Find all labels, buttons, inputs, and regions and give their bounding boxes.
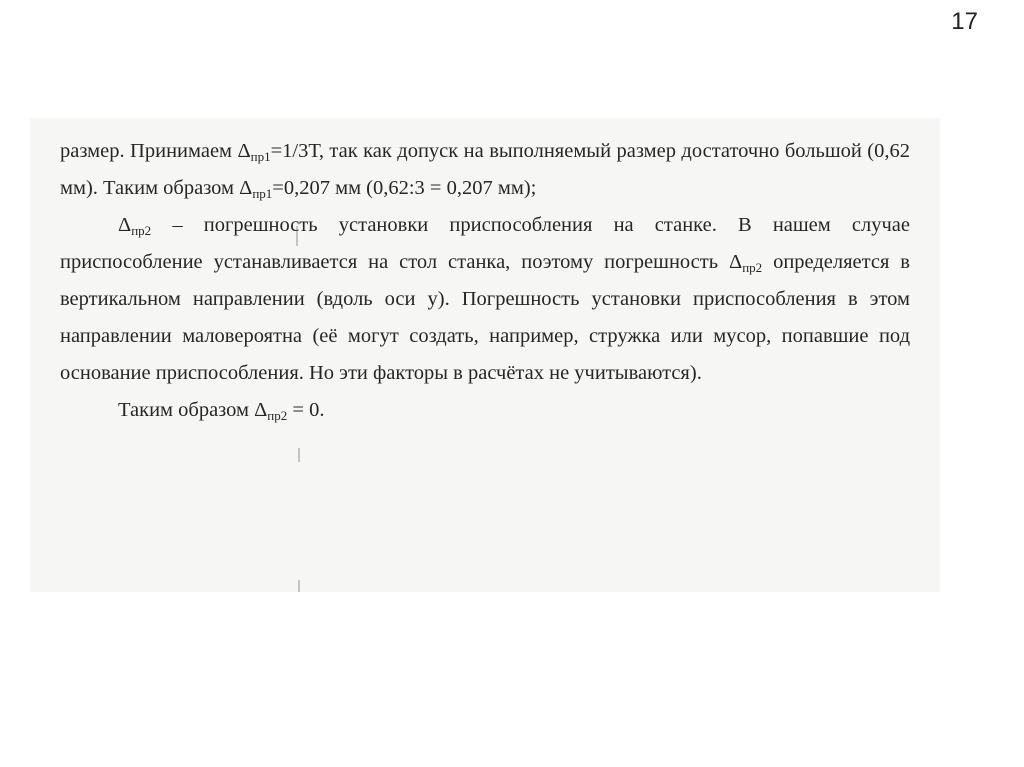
paragraph <box>60 207 910 392</box>
subscript: пр2 <box>131 223 152 238</box>
subscript: пр1 <box>250 149 271 164</box>
subscript: пр2 <box>742 260 763 275</box>
subscript: пр2 <box>267 408 288 423</box>
text-run: =1/3Т, так как допуск на выполняемый размер достаточно большой (0,62 мм). Таким образом <box>60 140 910 199</box>
text-run: = 0. <box>287 399 325 421</box>
text-run: – погрешность установки приспособления на станке. В нашем случае приспособление устанавливается на стол станка, поэтому погрешность <box>60 214 910 273</box>
text-run: размер. Принимаем <box>60 140 238 162</box>
subscript: пр1 <box>252 186 273 201</box>
scan-artifact <box>298 580 300 592</box>
delta-symbol: Δ <box>118 214 132 236</box>
delta-symbol: Δ <box>237 140 251 162</box>
text-run: Таким образом <box>118 399 255 421</box>
paragraph <box>60 133 910 207</box>
delta-symbol: Δ <box>254 399 268 421</box>
text-run: =0,207 мм (0,62:3 = 0,207 мм); <box>272 177 537 199</box>
text-run: определяется в вертикальном направлении (вдоль оси y). Погрешность установки приспособления в этом направлении маловероятна (её могут создать, например, стружка или мусор, попавшие под основание приспособления. Но эти факторы в расчётах не учитываются). <box>60 251 910 384</box>
delta-symbol: Δ <box>729 251 743 273</box>
paragraph <box>60 392 910 429</box>
delta-symbol: Δ <box>239 177 253 199</box>
scan-artifact <box>298 448 300 462</box>
slide-number: 17 <box>951 8 978 35</box>
document-body <box>60 133 910 429</box>
